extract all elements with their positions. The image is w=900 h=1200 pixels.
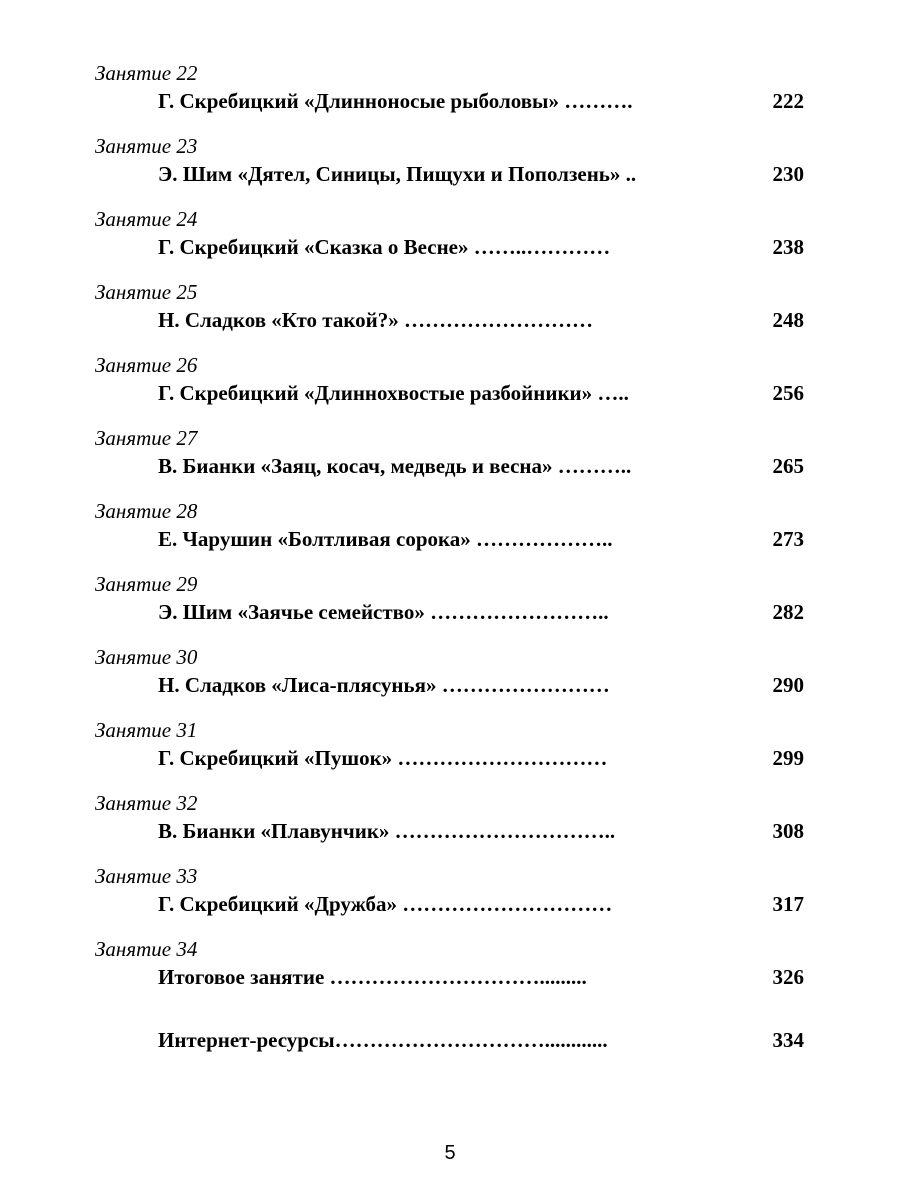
lesson-label: Занятие 30 xyxy=(95,645,198,669)
lesson-label: Занятие 27 xyxy=(95,426,198,450)
entry-title: Э. Шим «Дятел, Синицы, Пищухи и Поползень» .. xyxy=(158,162,637,186)
toc-entry xyxy=(0,58,900,131)
entry-title: В. Бианки «Заяц, косач, медведь и весна» ……….. xyxy=(158,454,632,478)
lesson-label: Занятие 25 xyxy=(95,280,198,304)
lesson-label: Занятие 28 xyxy=(95,499,198,523)
toc-entry xyxy=(0,1007,900,1080)
lesson-label: Занятие 34 xyxy=(95,937,198,961)
entry-title: Н. Сладков «Кто такой?» ……………………… xyxy=(158,308,594,332)
lesson-label: Занятие 24 xyxy=(95,207,198,231)
entry-title: Г. Скребицкий «Пушок» ………………………… xyxy=(158,746,608,770)
lesson-label: Занятие 22 xyxy=(95,61,198,85)
entry-title: Г. Скребицкий «Дружба» ………………………… xyxy=(158,892,613,916)
entry-page-number: 326 xyxy=(772,965,804,989)
entry-title: Г. Скребицкий «Длинноносые рыболовы» ………. xyxy=(158,89,633,113)
toc-entry xyxy=(0,131,900,204)
lesson-label: Занятие 26 xyxy=(95,353,198,377)
entry-page-number: 256 xyxy=(772,381,804,405)
page-number: 5 xyxy=(444,1142,456,1164)
entry-page-number: 317 xyxy=(772,892,804,916)
lesson-label: Занятие 33 xyxy=(95,864,198,888)
entry-page-number: 282 xyxy=(772,600,804,624)
toc-entry xyxy=(0,715,900,788)
entry-title: Г. Скребицкий «Сказка о Весне» ……..………… xyxy=(158,235,611,259)
toc-entry xyxy=(0,496,900,569)
entry-page-number: 265 xyxy=(772,454,804,478)
toc-entry xyxy=(0,788,900,861)
toc-entry xyxy=(0,350,900,423)
entry-page-number: 299 xyxy=(772,746,804,770)
entry-title: Н. Сладков «Лиса-плясунья» …………………… xyxy=(158,673,610,697)
lesson-label: Занятие 31 xyxy=(95,718,198,742)
entry-title: Е. Чарушин «Болтливая сорока» ……………….. xyxy=(158,527,613,551)
table-of-contents xyxy=(0,58,900,1080)
toc-entry xyxy=(0,423,900,496)
toc-entry xyxy=(0,277,900,350)
entry-page-number: 308 xyxy=(772,819,804,843)
lesson-label: Занятие 32 xyxy=(95,791,198,815)
lesson-label: Занятие 29 xyxy=(95,572,198,596)
entry-title: Э. Шим «Заячье семейство» …………………….. xyxy=(158,600,609,624)
entry-title: Интернет-ресурсы…………………………............ xyxy=(158,1028,608,1052)
toc-entry xyxy=(0,204,900,277)
entry-page-number: 273 xyxy=(772,527,804,551)
toc-entry xyxy=(0,642,900,715)
lesson-label: Занятие 23 xyxy=(95,134,198,158)
entry-page-number: 230 xyxy=(772,162,804,186)
toc-entry xyxy=(0,569,900,642)
toc-entry xyxy=(0,861,900,934)
entry-page-number: 290 xyxy=(772,673,804,697)
entry-title: Г. Скребицкий «Длиннохвостые разбойники» ….. xyxy=(158,381,629,405)
entry-page-number: 334 xyxy=(772,1028,804,1052)
entry-page-number: 248 xyxy=(772,308,804,332)
entry-title: Итоговое занятие …………………………......... xyxy=(158,965,587,989)
entry-page-number: 222 xyxy=(772,89,804,113)
entry-title: В. Бианки «Плавунчик» ………………………….. xyxy=(158,819,616,843)
toc-entry xyxy=(0,934,900,1007)
entry-page-number: 238 xyxy=(772,235,804,259)
